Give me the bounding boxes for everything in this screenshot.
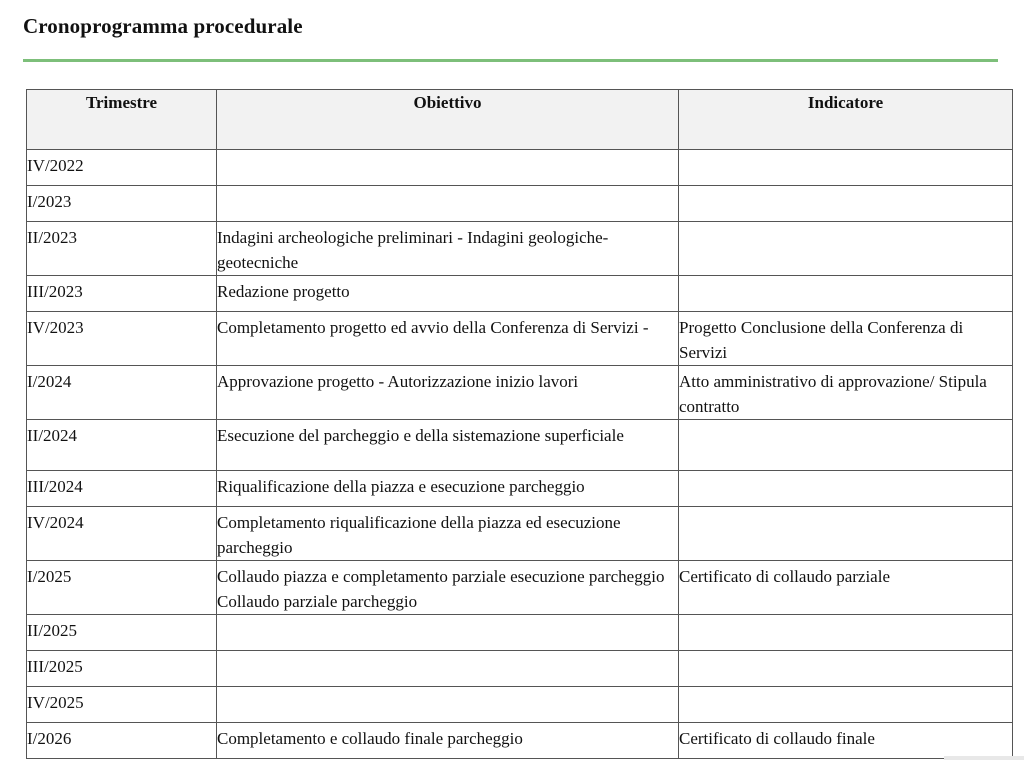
indicator-cell [679, 471, 1013, 507]
objective-cell: Completamento riqualificazione della piazza ed esecuzione parcheggio [217, 507, 679, 561]
objective-cell: Indagini archeologiche preliminari - Indagini geologiche-geotecniche [217, 222, 679, 276]
indicator-cell: Certificato di collaudo finale [679, 723, 1013, 759]
objective-cell: Completamento e collaudo finale parcheggio [217, 723, 679, 759]
quarter-cell: II/2025 [27, 615, 217, 651]
table-row [27, 615, 1013, 651]
column-header-quarter: Trimestre [27, 90, 217, 150]
title-divider [23, 59, 998, 62]
objective-cell [217, 651, 679, 687]
objective-cell [217, 615, 679, 651]
indicator-cell: Certificato di collaudo parziale [679, 561, 1013, 615]
schedule-table [26, 89, 1013, 759]
objective-cell: Redazione progetto [217, 276, 679, 312]
table-row [27, 276, 1013, 312]
objective-cell [217, 687, 679, 723]
objective-cell: Collaudo piazza e completamento parziale esecuzione parcheggio Collaudo parziale parcheggio [217, 561, 679, 615]
page-edge-shadow [944, 756, 1024, 760]
table-row [27, 420, 1013, 471]
page-title: Cronoprogramma procedurale [23, 14, 303, 38]
indicator-cell [679, 687, 1013, 723]
quarter-cell: I/2025 [27, 561, 217, 615]
table-row [27, 723, 1013, 759]
table-row [27, 366, 1013, 420]
indicator-cell: Progetto Conclusione della Conferenza di Servizi [679, 312, 1013, 366]
table-row [27, 150, 1013, 186]
quarter-cell: I/2026 [27, 723, 217, 759]
column-header-objective: Obiettivo [217, 90, 679, 150]
indicator-cell [679, 222, 1013, 276]
quarter-cell: II/2024 [27, 420, 217, 471]
objective-cell [217, 150, 679, 186]
indicator-cell [679, 150, 1013, 186]
quarter-cell: I/2024 [27, 366, 217, 420]
table-row [27, 561, 1013, 615]
quarter-cell: IV/2024 [27, 507, 217, 561]
indicator-cell: Atto amministrativo di approvazione/ Stipula contratto [679, 366, 1013, 420]
quarter-cell: III/2024 [27, 471, 217, 507]
quarter-cell: IV/2025 [27, 687, 217, 723]
objective-cell: Esecuzione del parcheggio e della sistemazione superficiale [217, 420, 679, 471]
column-header-indicator: Indicatore [679, 90, 1013, 150]
table-row [27, 312, 1013, 366]
objective-cell: Completamento progetto ed avvio della Conferenza di Servizi - [217, 312, 679, 366]
objective-cell [217, 186, 679, 222]
objective-cell: Riqualificazione della piazza e esecuzione parcheggio [217, 471, 679, 507]
indicator-cell [679, 651, 1013, 687]
table-row [27, 186, 1013, 222]
quarter-cell: III/2023 [27, 276, 217, 312]
objective-cell: Approvazione progetto - Autorizzazione inizio lavori [217, 366, 679, 420]
indicator-cell [679, 615, 1013, 651]
quarter-cell: IV/2022 [27, 150, 217, 186]
table-header-row [27, 90, 1013, 150]
indicator-cell [679, 420, 1013, 471]
quarter-cell: II/2023 [27, 222, 217, 276]
quarter-cell: I/2023 [27, 186, 217, 222]
quarter-cell: III/2025 [27, 651, 217, 687]
table-row [27, 507, 1013, 561]
indicator-cell [679, 507, 1013, 561]
indicator-cell [679, 276, 1013, 312]
indicator-cell [679, 186, 1013, 222]
table-row [27, 222, 1013, 276]
table-row [27, 471, 1013, 507]
table-row [27, 651, 1013, 687]
table-row [27, 687, 1013, 723]
quarter-cell: IV/2023 [27, 312, 217, 366]
